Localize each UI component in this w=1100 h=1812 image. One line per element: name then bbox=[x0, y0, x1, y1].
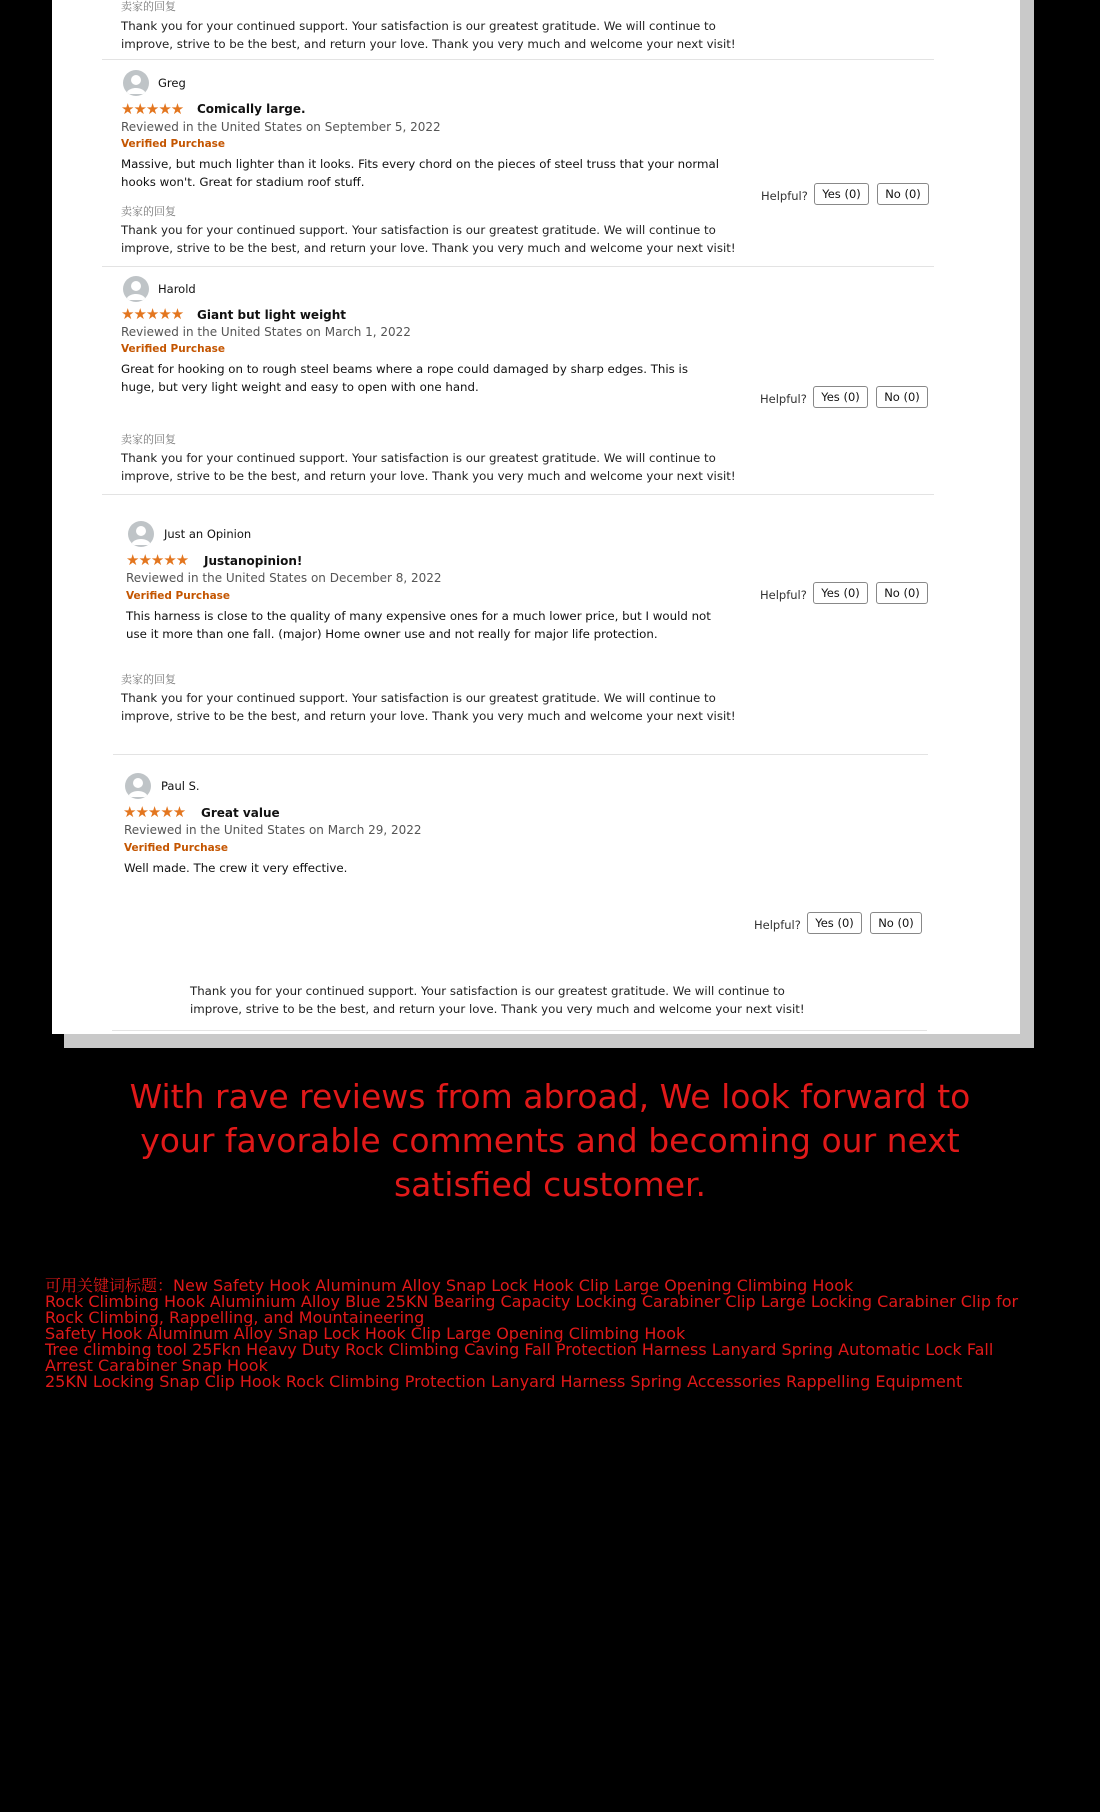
seller-reply-text: Thank you for your continued support. Your satisfaction is our greatest gratitude. We will continue to improve, strive to be the best, and return your love. Thank you very much and welcome your next visit! bbox=[190, 984, 805, 1016]
review-title[interactable]: Great value bbox=[201, 806, 280, 820]
review-divider bbox=[112, 1030, 927, 1031]
helpful-yes-button[interactable]: Yes (0) bbox=[813, 582, 868, 604]
keyword-line: Rock Climbing Hook Aluminium Alloy Blue 25KN Bearing Capacity Locking Carabiner Clip Large Locking Carabiner Clip for Rock Climbing, Rappelling, and Mountaineering bbox=[45, 1292, 1019, 1327]
seller-reply-text: Thank you for your continued support. Your satisfaction is our greatest gratitude. We will continue to improve, strive to be the best, and return your love. Thank you very much and welcome your next visit! bbox=[121, 691, 736, 723]
user-icon bbox=[123, 276, 149, 302]
verified-purchase-badge: Verified Purchase bbox=[121, 138, 226, 150]
keyword-line: 可用关键词标题：New Safety Hook Aluminum Alloy Snap Lock Hook Clip Large Opening Climbing Hook bbox=[45, 1276, 854, 1295]
keyword-line: Tree climbing tool 25Fkn Heavy Duty Rock Climbing Caving Fall Protection Harness Lanyard Spring Automatic Lock Fall Arrest Carabiner Snap Hook bbox=[45, 1340, 994, 1375]
reviewer-name[interactable]: Paul S. bbox=[161, 779, 200, 793]
seller-reply-text: Thank you for your continued support. Your satisfaction is our greatest gratitude. We will continue to improve, strive to be the best, and return your love. Thank you very much and welcome your next visit! bbox=[121, 223, 736, 255]
review-divider bbox=[102, 494, 934, 495]
seller-reply-text: Thank you for your continued support. Your satisfaction is our greatest gratitude. We will continue to improve, strive to be the best, and return your love. Thank you very much and welcome your next visit! bbox=[121, 451, 736, 483]
star-rating[interactable]: ★★★★★ bbox=[121, 100, 184, 118]
seller-reply-label: 卖家的回复 bbox=[121, 433, 176, 446]
reviewer-name[interactable]: Just an Opinion bbox=[164, 527, 252, 541]
keyword-line: 25KN Locking Snap Clip Hook Rock Climbing Protection Lanyard Harness Spring Accessories Rappelling Equipment bbox=[45, 1372, 963, 1391]
helpful-label: Helpful? bbox=[754, 918, 801, 932]
star-rating[interactable]: ★★★★★ bbox=[121, 305, 184, 323]
seller-reply-label: 卖家的回复 bbox=[121, 205, 176, 218]
avatar bbox=[128, 521, 154, 547]
review-title[interactable]: Comically large. bbox=[197, 102, 306, 116]
user-icon bbox=[123, 70, 149, 96]
review-body: Great for hooking on to rough steel beams where a rope could damaged by sharp edges. This is huge, but very light weight and easy to open with one hand. bbox=[121, 362, 688, 394]
helpful-no-button[interactable]: No (0) bbox=[876, 386, 928, 408]
review-divider bbox=[102, 266, 934, 267]
review-date: Reviewed in the United States on March 29, 2022 bbox=[124, 823, 422, 837]
reviewer-name[interactable]: Greg bbox=[158, 76, 186, 90]
user-icon bbox=[128, 521, 154, 547]
helpful-label: Helpful? bbox=[760, 392, 807, 406]
helpful-no-button[interactable]: No (0) bbox=[870, 912, 922, 934]
keyword-titles bbox=[45, 1278, 1045, 1390]
promo-message: With rave reviews from abroad, We look forward to your favorable comments and becoming our next satisfied customer. bbox=[129, 1077, 971, 1204]
helpful-yes-button[interactable]: Yes (0) bbox=[807, 912, 862, 934]
verified-purchase-badge: Verified Purchase bbox=[126, 590, 231, 602]
review-divider bbox=[113, 754, 928, 755]
review-body: Massive, but much lighter than it looks. Fits every chord on the pieces of steel truss that your normal hooks won't. Great for stadium roof stuff. bbox=[121, 157, 719, 189]
review-body: This harness is close to the quality of many expensive ones for a much lower price, but I would not use it more than one fall. (major) Home owner use and not really for major life protection. bbox=[126, 609, 711, 641]
seller-reply-label: 卖家的回复 bbox=[121, 0, 176, 13]
helpful-yes-button[interactable]: Yes (0) bbox=[814, 183, 869, 205]
review-date: Reviewed in the United States on September 5, 2022 bbox=[121, 120, 441, 134]
seller-reply-label: 卖家的回复 bbox=[121, 673, 176, 686]
star-rating[interactable]: ★★★★★ bbox=[126, 551, 189, 569]
star-rating[interactable]: ★★★★★ bbox=[123, 803, 186, 821]
helpful-label: Helpful? bbox=[760, 588, 807, 602]
review-title[interactable]: Giant but light weight bbox=[197, 308, 347, 322]
keyword-line: Safety Hook Aluminum Alloy Snap Lock Hook Clip Large Opening Climbing Hook bbox=[45, 1324, 686, 1343]
verified-purchase-badge: Verified Purchase bbox=[124, 842, 229, 854]
helpful-label: Helpful? bbox=[761, 189, 808, 203]
helpful-no-button[interactable]: No (0) bbox=[877, 183, 929, 205]
verified-purchase-badge: Verified Purchase bbox=[121, 343, 226, 355]
avatar bbox=[125, 773, 151, 799]
helpful-yes-button[interactable]: Yes (0) bbox=[813, 386, 868, 408]
reviews-card bbox=[52, 0, 1020, 1034]
review-title[interactable]: Justanopinion! bbox=[204, 554, 303, 568]
avatar bbox=[123, 276, 149, 302]
reviewer-name[interactable]: Harold bbox=[158, 282, 196, 296]
review-date: Reviewed in the United States on March 1, 2022 bbox=[121, 325, 411, 339]
user-icon bbox=[125, 773, 151, 799]
helpful-no-button[interactable]: No (0) bbox=[876, 582, 928, 604]
review-body: Well made. The crew it very effective. bbox=[124, 861, 348, 875]
review-date: Reviewed in the United States on December 8, 2022 bbox=[126, 571, 442, 585]
avatar bbox=[123, 70, 149, 96]
seller-reply-text: Thank you for your continued support. Your satisfaction is our greatest gratitude. We will continue to improve, strive to be the best, and return your love. Thank you very much and welcome your next visit! bbox=[121, 19, 736, 51]
review-divider bbox=[102, 59, 934, 60]
